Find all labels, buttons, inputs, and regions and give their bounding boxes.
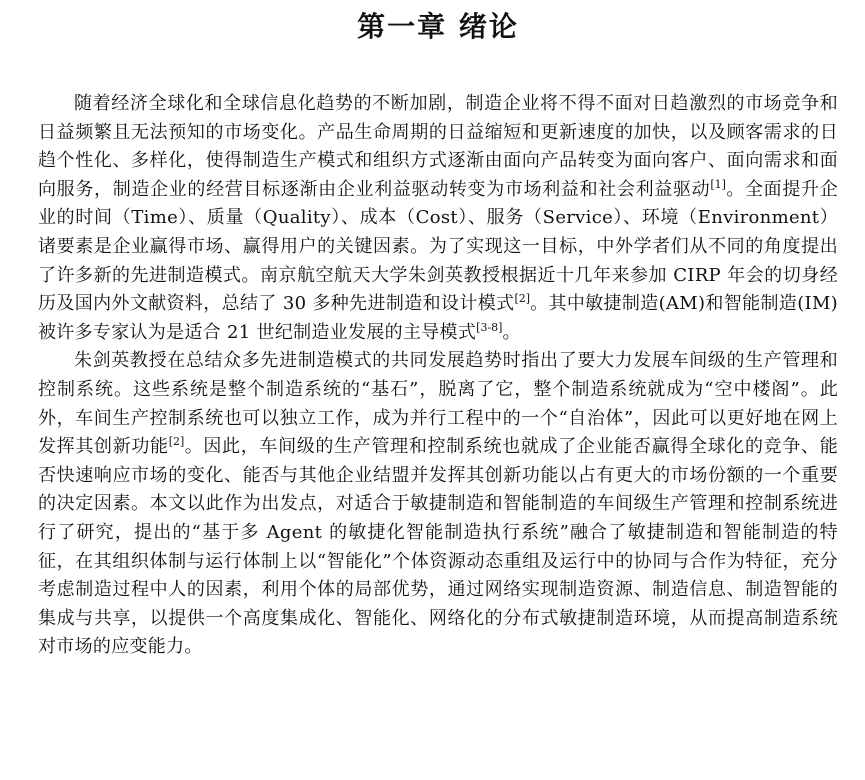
chapter-title: 第一章 绪论 (357, 10, 519, 43)
text-segment: 朱剑英教授在总结众多先进制造模式的共同发展趋势时指出了要大力发展车间级的生产管理和控制系统。这些系统是整个制造系统的“基石”，脱离了它，整个制造系统就成为“空中楼阁”。此外，车间生产控制系统也可以独立工作，成为并行工程中的一个“自治体”，因此可以更好地在网上发挥其创新功能 (38, 350, 838, 458)
citation-ref: [2] (168, 435, 185, 449)
text-segment: 随着经济全球化和全球信息化趋势的不断加剧，制造企业将不得不面对日趋激烈的市场竞争和日益频繁且无法预知的市场变化。产品生命周期的日益缩短和更新速度的加快，以及顾客需求的日趋个性化、多样化，使得制造生产模式和组织方式逐渐由面向产品转变为面向客户、面向需求和面向服务，制造企业的经营目标逐渐由企业利益驱动转变为市场利益和社会利益驱动 (38, 93, 838, 200)
citation-ref: [1] (710, 177, 726, 191)
text-segment: 。因此，车间级的生产管理和控制系统也就成了企业能否赢得全球化的竞争、能否快速响应市场的变化、能否与其他企业结盟并发挥其创新功能以占有更大的市场份额的一个重要的决定因素。本文以此作为出发点，对适合于敏捷制造和智能制造的车间级生产管理和控制系统进行了研究，提出的“基于多 Agent 的敏捷化智能制造执行系统”融合了敏捷制造和智能制造的特征，在其组织体制与运行体制上以“智能化”个体资源动态重组及运行中的协同与合作为特征，充分考虑制造过程中人的因素，利用个体的局部优势，通过网络实现制造资源、制造信息、制造智能的集成与共享，以提供一个高度集成化、智能化、网络化的分布式敏捷制造环境，从而提高制造系统对市场的应变能力。 (38, 436, 838, 658)
body-text (38, 90, 838, 662)
text-segment: 。 (502, 321, 521, 343)
paragraph (38, 347, 838, 662)
document-page (38, 0, 838, 658)
paragraph (38, 90, 838, 347)
citation-ref: [2] (514, 292, 531, 306)
text-segment: 。其中敏捷制造(AM)和智能制造(IM)被许多专家认为是适合 21 世纪制造业发展的主导模式 (38, 293, 838, 343)
text-segment: 。全面提升企业的时间（Time）、质量（Quality）、成本（Cost）、服务（Service）、环境（Environment）诸要素是企业赢得市场、赢得用户的关键因素。为了实现这一目标，中外学者们从不同的角度提出了许多新的先进制造模式。南京航空航天大学朱剑英教授根据近十几年来参加 CIRP 年会的切身经历及国内外文献资料，总结了 30 多种先进制造和设计模式 (38, 178, 838, 315)
citation-ref: [3-8] (476, 320, 503, 334)
